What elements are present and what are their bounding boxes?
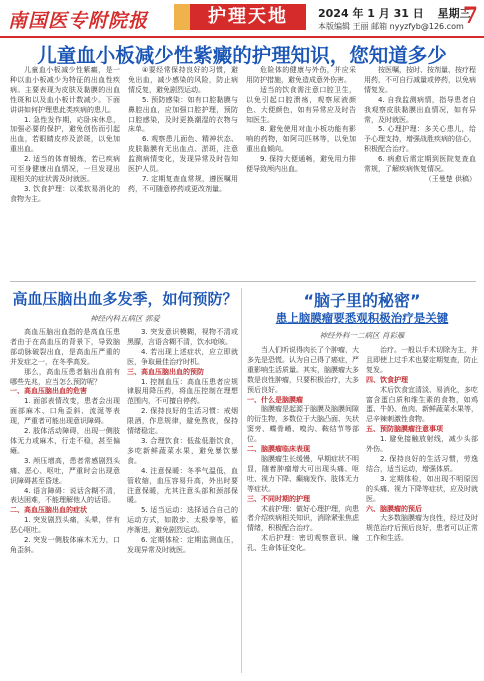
date-text: 2024 年 1 月 31 日 — [318, 7, 424, 20]
paragraph: 3. 颅压增高，患者常感剧烈头痛、恶心、呕吐，严重时会出现意识障碍甚至昏迷。 — [10, 456, 120, 485]
editor-info — [318, 21, 464, 32]
left-article-title: 高血压脑出血多发季，如何预防？ — [12, 290, 238, 308]
paragraph: 5. 预防感染：如有口腔黏膜与鼻腔出血，应加强口腔护理，预防口腔感染，及时更换潮湿的衣物与床单。 — [128, 95, 238, 134]
paragraph: 2. 突发一侧肢体麻木无力，口角歪斜。 — [10, 536, 120, 554]
paragraph: 一、什么是脑膜瘤 — [247, 395, 303, 404]
paragraph: 4. 若出现上述症状，应立即就医，争取最佳治疗时机。 — [127, 347, 238, 366]
paragraph: ④要经常保持良好的习惯，避免出血，减少感染的风险，防止病情反复，避免剧烈运动。 — [128, 66, 238, 94]
paragraph: 那么，高血压患者脑出血前有哪些先兆，应当怎么预防呢？ — [10, 367, 120, 386]
paragraph: 三、不同时期的护理 — [247, 494, 310, 503]
right-article-col-2 — [366, 346, 478, 675]
paragraph: 当人们听说得肉长了个肿瘤，大多先是恐慌。认为自己得了癌症，严重影响生活质量。其实，脑膜瘤大多数是良性肿瘤，只要积极治疗，大多预后良好。 — [247, 346, 359, 394]
right-article-col-1 — [247, 346, 359, 675]
paragraph: 1. 面部表情改变，患者会出现面部麻木、口角歪斜、流涎等表现，严重者可能出现意识障碍。 — [10, 397, 120, 426]
paragraph: 术前护理：做好心理护理，向患者介绍疾病相关知识，消除紧张焦虑情绪，积极配合治疗。 — [247, 504, 359, 533]
header-rule — [0, 36, 484, 38]
paragraph: 二、高血压脑出血的症状 — [10, 506, 87, 515]
main-article-col-1 — [10, 66, 120, 276]
right-article-subtitle: 患上脑膜瘤要悉观积极治疗是关键 — [275, 311, 449, 325]
main-article-col-4 — [364, 66, 476, 276]
paragraph: 2. 保持良好的生活习惯，劳逸结合，适当运动，增强体质。 — [366, 454, 478, 473]
newspaper-logo: 南国医专附院报 — [8, 10, 149, 32]
paragraph: 7. 定期复查血常规，遵医嘱用药，不可随意停药或更改剂量。 — [128, 174, 238, 193]
main-article-col-3 — [246, 66, 356, 276]
paragraph: 4. 自我监测病情，指导患者自我观察皮肤黏膜出血情况，如有异常，及时就医。 — [364, 95, 476, 124]
paragraph: 治疗。一般以手术切除为主，并且即使上过手术也要定期复查，防止复发。 — [366, 346, 478, 374]
paragraph: 3. 合理饮食：低盐低脂饮食，多吃新鲜蔬菜水果，避免暴饮暴食。 — [127, 436, 238, 465]
paragraph: 1. 突发剧烈头痛，头晕，伴有恶心呕吐。 — [10, 516, 120, 535]
issue-date — [318, 5, 471, 21]
page-number: 7 — [462, 3, 478, 29]
main-article-col-2 — [128, 66, 238, 276]
column-divider — [241, 288, 242, 673]
left-article-col-1 — [10, 328, 120, 675]
paragraph: 1. 急性发作期，応卧床休息，加强必要的保护，避免创伤而引起出血，若眼睛皮疹及淤斑，以免加重出血。 — [10, 115, 120, 154]
paragraph: 一、高血压脑出血的危害 — [10, 387, 87, 396]
section-label: 护理天地 — [208, 6, 288, 27]
paragraph: 2. 肢体活动障碍，出现一侧肢体无力或麻木，行走不稳，甚至偏瘫。 — [10, 427, 120, 455]
paragraph: 适当的饮食需注意口腔卫生，以免引起口腔溃疡，观察尿液颜色、大便颜色，如有异常应及时告知医生。 — [246, 85, 356, 124]
paragraph: 6. 定期体检：定期监测血压，发现异常及时就医。 — [127, 536, 238, 554]
section-decoration — [174, 4, 190, 30]
paragraph: 3. 饮食护理：以柔软易消化的食物为主。 — [10, 184, 120, 203]
section-title — [190, 4, 306, 30]
editor-name: 本版编辑 王丽 — [318, 22, 369, 31]
paragraph: 2. 适当的体育锻炼，若已疾病可至身健康出血情况，一旦发现出现相关的症状需及时就医。 — [10, 155, 120, 183]
paragraph: 1. 避免接触放射线，减少头部外伤。 — [366, 435, 478, 454]
left-article-col-2 — [127, 328, 238, 675]
weekday-text: 星期三 — [437, 7, 471, 20]
paragraph: 五、预防脑膜瘤注意事项 — [366, 425, 443, 434]
paragraph: 3. 定期体检，如出现不明原因的头痛、视力下降等症状，应及时就医。 — [366, 474, 478, 503]
paragraph: 四、饮食护理 — [366, 375, 408, 384]
paragraph: 高血压脑出血指的是高血压患者由于在高血压的背景下，导致脑部动脉破裂出血，是高血压严重的并发症之一，在冬季高发。 — [10, 328, 120, 366]
masthead — [0, 0, 484, 36]
section-divider — [10, 281, 476, 282]
right-article-title: “脑子里的秘密” — [303, 291, 421, 310]
paragraph: 2. 保持良好的生活习惯：戒烟限酒，作息规律，避免熬夜，保持情绪稳定。 — [127, 407, 238, 436]
paragraph: 1. 控制血压：高血压患者应规律服用降压药，将血压控制在理想范围内，不可擅自停药。 — [127, 377, 238, 406]
paragraph: 8. 避免使用对血小板功能有影响的药物，如阿司匹林等，以免加重出血倾向。 — [246, 125, 356, 154]
paragraph: 二、脑膜瘤临床表现 — [247, 445, 310, 454]
left-article-byline: 神经内科五病区 郭爱 — [90, 314, 160, 323]
paragraph: 术后饮食宜清淡、易消化，多吃富含蛋白质和维生素的食物，如鸡蛋、牛奶、鱼肉、新鲜蔬菜水果等，忌辛辣刺激性食物。 — [366, 385, 478, 424]
right-article-byline: 神经外科一二病区 肖彩雁 — [319, 331, 405, 340]
main-headline: 儿童血小板减少性紫癜的护理知识，您知道多少 — [37, 44, 447, 67]
paragraph: 三、高血压脑出血的预防 — [127, 367, 204, 376]
paragraph: 儿童血小板减少性紫癜，是一种以血小板减少为特征的出血性疾病。主要表现为皮肤及黏膜的出血性斑和以及血小板计数减少。下面讲讲如何护理患此类疾病的患儿。 — [10, 66, 120, 114]
paragraph: 9. 保持大便通畅，避免用力排便导致颅内出血。 — [246, 155, 356, 174]
paragraph: 术后护理：密切观察意识、瞳孔、生命体征变化。 — [247, 534, 359, 553]
paragraph: 5. 适当运动：选择适合自己的运动方式，如散步、太极拳等，循序渐进，避免剧烈运动。 — [127, 506, 238, 535]
paragraph: 4. 注意保暖：冬季气温低，血管收缩，血压容易升高，外出时要注意保暖，尤其注意头部和颈部保暖。 — [127, 466, 238, 505]
author-credit: （王曼楚 供稿） — [424, 174, 476, 183]
paragraph: 危险体的健康与外伤，并应采用防护措施，避免造成意外伤害。 — [246, 66, 356, 84]
paragraph: 6. 病愈后需定期到医院复查血常规，了解疾病恢复情况。 — [364, 155, 476, 174]
paragraph: 按医嘱，按时、按剂量、按疗程用药，不可自行减量或停药，以免病情复发。 — [364, 66, 476, 94]
paragraph: 脑膜瘤生长缓慢，早期症状不明显，随着肿瘤增大可出现头痛、呕吐、视力下降、癫痫发作、肢体无力等症状。 — [247, 454, 359, 493]
paragraph: 4. 语言障碍：说话含糊不清，表达困难，不能理解他人的话语。 — [10, 486, 120, 505]
paragraph: 大多数脑膜瘤为良性，经过及时规范治疗后预后良好，患者可以正常工作和生活。 — [366, 514, 478, 543]
paragraph: 5. 心理护理：多关心患儿，给予心理支持，增强战胜疾病的信心，积极配合治疗。 — [364, 125, 476, 154]
editor-email: 邮箱 nyyzfyb@126.com — [371, 22, 464, 31]
paragraph: 六、脑膜瘤的预后 — [366, 504, 422, 513]
paragraph: 6. 观察患儿面色、精神状态、皮肤黏膜有无出血点、淤斑，注意监测病情变化，发现异常及时告知医护人员。 — [128, 135, 238, 174]
paragraph: 3. 突发意识模糊，视物不清或黑朦，言语含糊不清，饮水呛咳。 — [127, 328, 238, 346]
paragraph: 脑膜瘤是起源于脑膜及脑膜间隙的衍生物，多数位于大脑凸面、矢状窦旁、蝶骨嵴、嗅沟、鞍结节等部位。 — [247, 405, 359, 444]
